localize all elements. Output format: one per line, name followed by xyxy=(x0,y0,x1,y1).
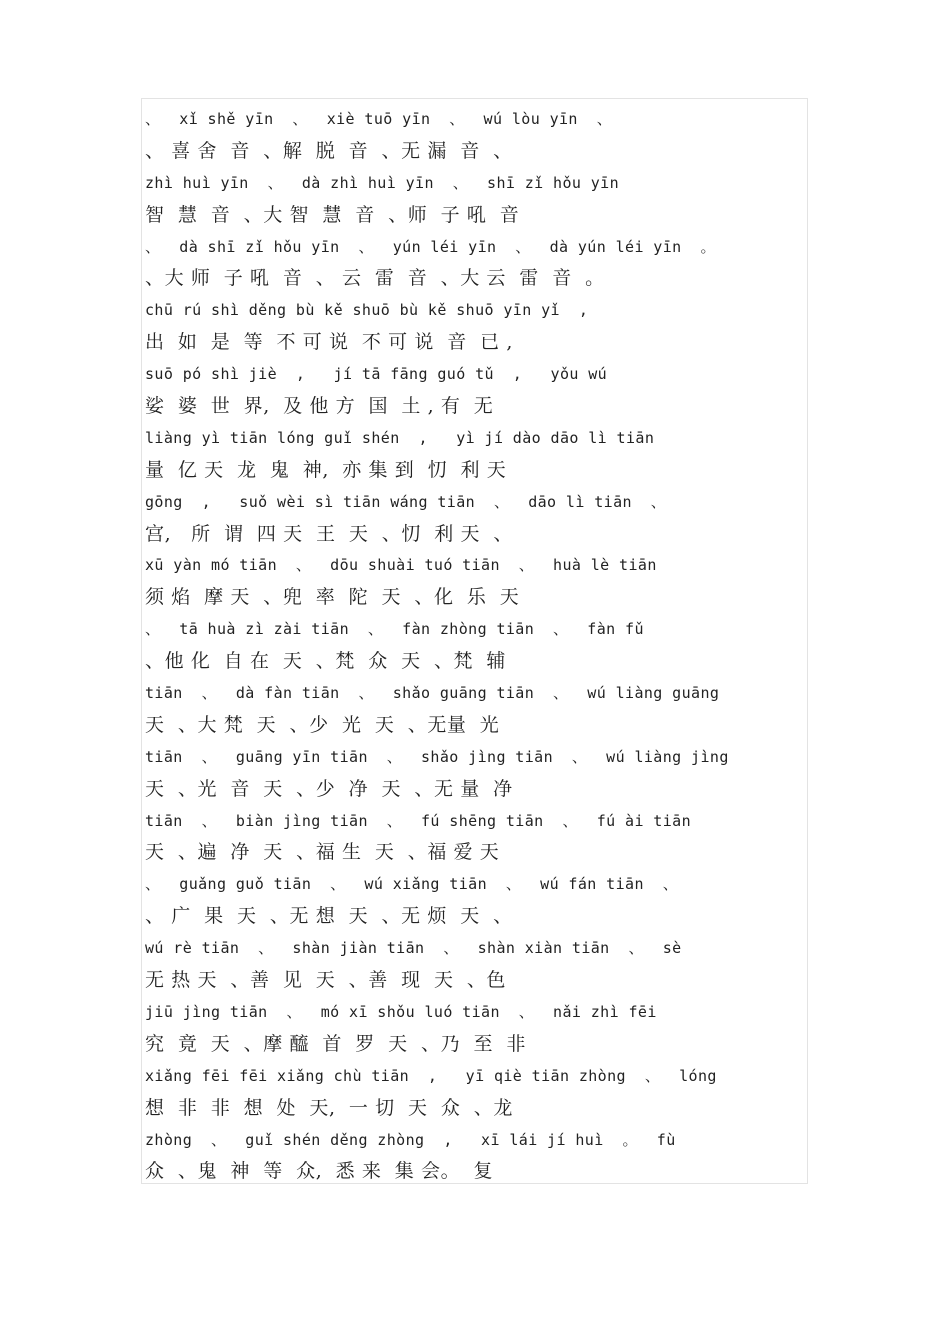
hanzi-line: 、 喜 舍 音 、解 脱 音 、无 漏 音 、 xyxy=(145,139,513,162)
pinyin-line: chū rú shì děng bù kě shuō bù kě shuō yīn yǐ , xyxy=(145,301,589,320)
hanzi-line: 宫, 所 谓 四 天 王 天 、忉 利 天 、 xyxy=(145,522,513,545)
hanzi-line: 、 广 果 天 、无 想 天 、无 烦 天 、 xyxy=(145,905,513,928)
hanzi-line: 天 、大 梵 天 、少 光 天 、无量 光 xyxy=(145,713,500,736)
pinyin-line: 、 dà shī zǐ hǒu yīn 、 yún léi yīn 、 dà yún léi yīn 。 xyxy=(145,237,716,256)
pinyin-line: tiān 、 biàn jìng tiān 、 fú shēng tiān 、 fú ài tiān xyxy=(145,811,692,830)
pinyin-line: wú rè tiān 、 shàn jiàn tiān 、 shàn xiàn tiān 、 sè xyxy=(145,939,682,958)
pinyin-line: 、 xǐ shě yīn 、 xiè tuō yīn 、 wú lòu yīn 、 xyxy=(145,110,613,128)
hanzi-line: 、大 师 子 吼 音 、 云 雷 音 、大 云 雷 音 。 xyxy=(145,267,605,290)
hanzi-line: 智 慧 音 、大 智 慧 音 、师 子 吼 音 xyxy=(145,203,520,226)
pinyin-line: xiǎng fēi fēi xiǎng chù tiān , yī qiè tiān zhòng 、 lóng xyxy=(145,1066,717,1085)
pinyin-line: jiū jìng tiān 、 mó xī shǒu luó tiān 、 nǎi zhì fēi xyxy=(145,1002,657,1021)
pinyin-line: tiān 、 dà fàn tiān 、 shǎo guāng tiān 、 wú liàng guāng xyxy=(145,684,720,703)
pinyin-line: 、 guǎng guǒ tiān 、 wú xiǎng tiān 、 wú fán tiān 、 xyxy=(145,875,679,894)
pinyin-line: suō pó shì jiè , jí tā fāng guó tǔ , yǒu wú xyxy=(145,365,608,384)
hanzi-line: 天 、光 音 天 、少 净 天 、无 量 净 xyxy=(145,777,513,800)
hanzi-line: 出 如 是 等 不 可 说 不 可 说 音 已 , xyxy=(145,331,513,354)
sutra-text-body xyxy=(145,104,805,1188)
hanzi-line: 量 亿 天 龙 鬼 神, 亦 集 到 忉 利 天 xyxy=(145,458,507,481)
pinyin-line: xū yàn mó tiān 、 dōu shuài tuó tiān 、 huà lè tiān xyxy=(145,556,657,575)
pinyin-line: tiān 、 guāng yīn tiān 、 shǎo jìng tiān 、 wú liàng jìng xyxy=(145,747,729,766)
pinyin-line: zhì huì yīn 、 dà zhì huì yīn 、 shī zǐ hǒu yīn xyxy=(145,173,620,192)
hanzi-line: 须 焰 摩 天 、兜 率 陀 天 、化 乐 天 xyxy=(145,586,520,609)
hanzi-line: 天 、遍 净 天 、福 生 天 、福 爱 天 xyxy=(145,841,500,864)
pinyin-line: liàng yì tiān lóng guǐ shén , yì jí dào dāo lì tiān xyxy=(145,428,655,447)
hanzi-line: 、他 化 自 在 天 、梵 众 天 、梵 辅 xyxy=(145,650,507,673)
pinyin-line: zhòng 、 guǐ shén děng zhòng , xī lái jí huì 。 fù xyxy=(145,1130,676,1149)
pinyin-line: gōng , suǒ wèi sì tiān wáng tiān 、 dāo lì tiān 、 xyxy=(145,492,667,511)
hanzi-line: 究 竟 天 、摩 醯 首 罗 天 、乃 至 非 xyxy=(145,1032,526,1055)
hanzi-line: 无 热 天 、善 见 天 、善 现 天 、色 xyxy=(145,969,507,992)
hanzi-line: 想 非 非 想 处 天, 一 切 天 众 、龙 xyxy=(145,1096,513,1119)
pinyin-line: 、 tā huà zì zài tiān 、 fàn zhòng tiān 、 fàn fǔ xyxy=(145,620,644,639)
hanzi-line: 娑 婆 世 界, 及 他 方 国 土 , 有 无 xyxy=(145,395,494,418)
hanzi-line: 众 、鬼 神 等 众, 悉 来 集 会。 复 xyxy=(145,1160,494,1183)
